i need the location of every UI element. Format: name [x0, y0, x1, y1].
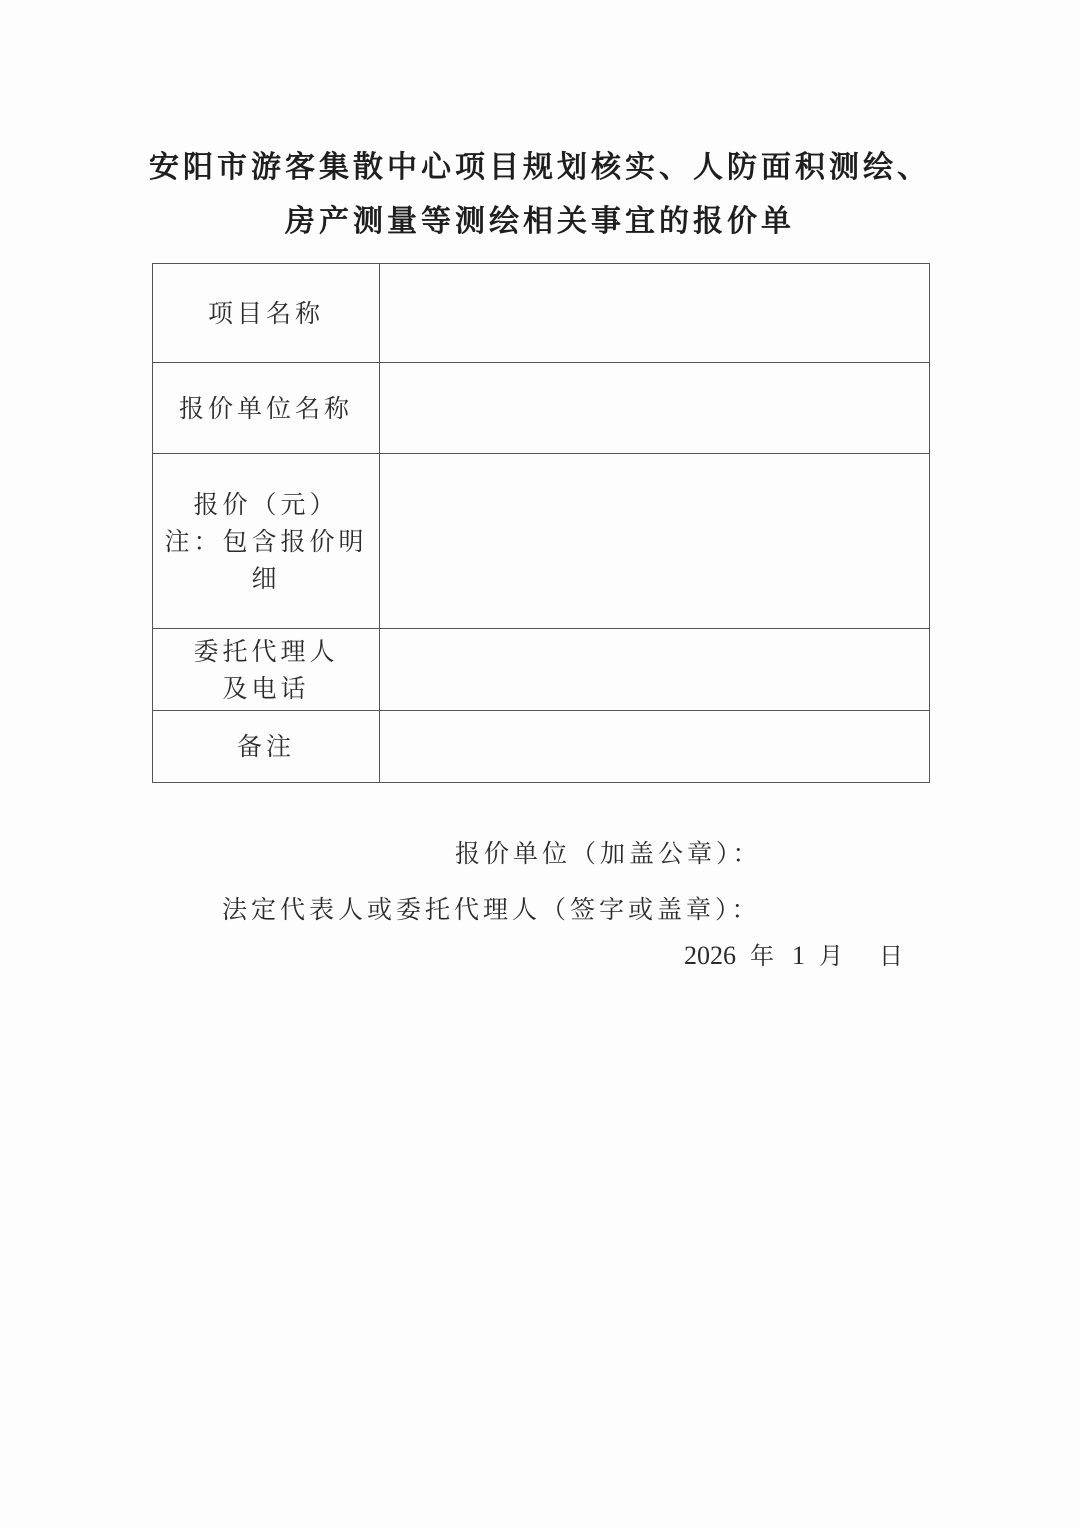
date-year-label: 年 — [750, 942, 774, 970]
label-line: 细 — [251, 563, 281, 593]
label-line: 及电话 — [222, 673, 310, 703]
table-row-agent-phone — [153, 629, 930, 711]
table-row-project-name — [153, 264, 930, 363]
quoting-unit-label — [153, 363, 380, 454]
quoting-unit-seal-line: 报价单位（加盖公章）： — [455, 839, 762, 868]
quote-amount-label — [153, 454, 380, 629]
quoting-unit-field[interactable] — [380, 363, 930, 454]
representative-signature-line: 法定代表人或委托代理人（签字或盖章）： — [222, 895, 761, 924]
quotation-table — [152, 263, 930, 783]
agent-phone-field[interactable] — [380, 629, 930, 711]
signature-date — [684, 936, 903, 971]
project-name-field[interactable] — [380, 264, 930, 363]
label-line: 委托代理人 — [193, 636, 339, 666]
label-line: 项目名称 — [207, 298, 324, 328]
date-month-label: 月 — [819, 942, 843, 970]
project-name-label — [153, 264, 380, 363]
remarks-field[interactable] — [380, 711, 930, 783]
table-row-remarks — [153, 711, 930, 783]
remarks-label — [153, 711, 380, 783]
table-row-quote-amount — [153, 454, 930, 629]
table-row-quoting-unit — [153, 363, 930, 454]
document-title-line-1: 安阳市游客集散中心项目规划核实、人防面积测绘、 — [149, 150, 931, 185]
quote-amount-field[interactable] — [380, 454, 930, 629]
agent-phone-label — [153, 629, 380, 711]
label-line: 备注 — [236, 732, 295, 761]
date-year: 2026 — [684, 941, 736, 970]
date-day-label: 日 — [879, 942, 903, 970]
document-title-line-2: 房产测量等测绘相关事宜的报价单 — [285, 204, 795, 239]
label-line: 注：包含报价明 — [164, 526, 368, 556]
date-month: 1 — [792, 941, 805, 970]
label-line: 报价单位名称 — [178, 393, 353, 423]
label-line: 报价（元） — [193, 489, 339, 519]
